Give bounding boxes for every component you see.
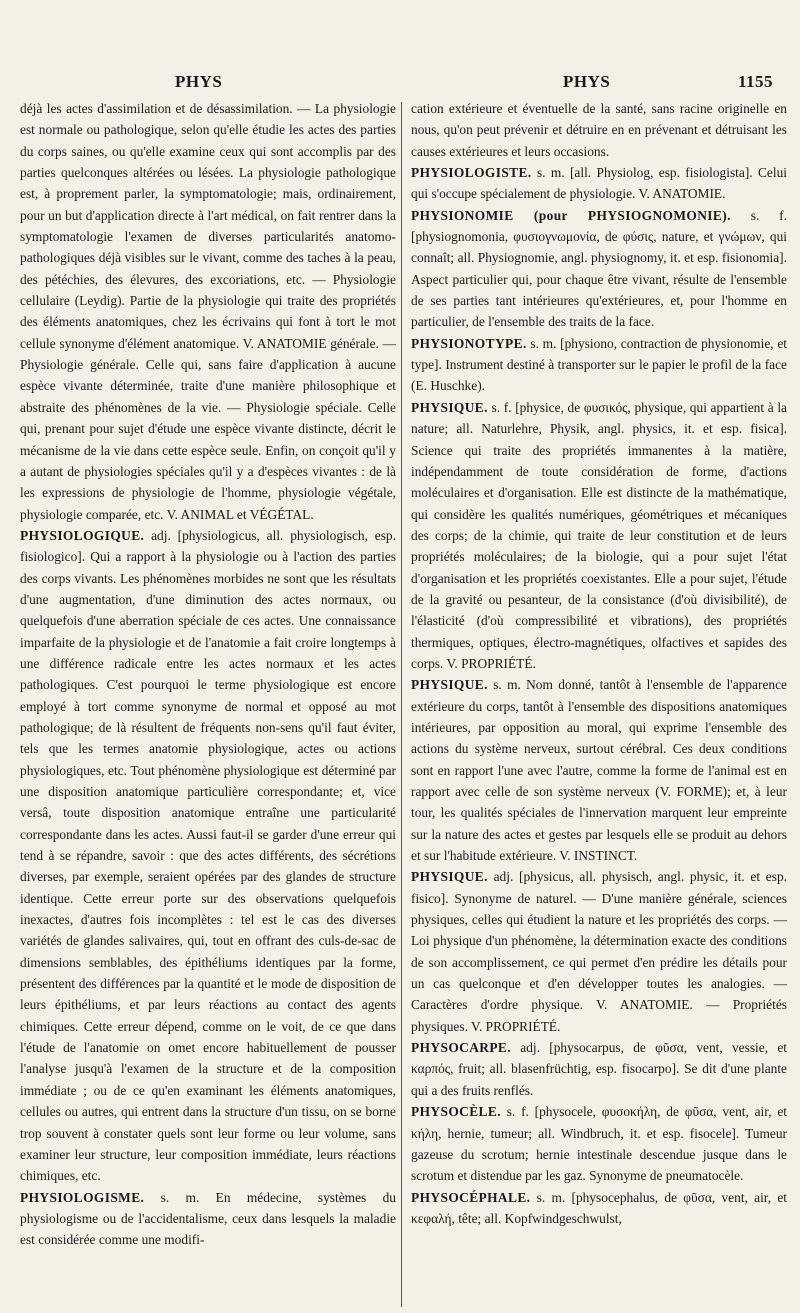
entry-physocephale	[411, 1187, 787, 1230]
entry-physiologique	[20, 525, 396, 1187]
headword: PHYSIOLOGISTE.	[411, 165, 532, 181]
entry-body: s. m. [physiono, contraction de physionomie, et type]. Instrument destiné à transporter sur le papier le profil de la face (E. Huschke).	[411, 335, 787, 394]
headword: PHYSOCÈLE.	[411, 1104, 501, 1120]
page-number: 1155	[738, 72, 774, 91]
headword: PHYSOCÉPHALE.	[411, 1189, 531, 1205]
headword: PHYSOCARPE.	[411, 1040, 511, 1056]
entry-body: adj. [physiologicus, all. physiologisch, esp. fisiologico]. Qui a rapport à la physiologie ou à l'action des parties des corps vivants. Les phénomènes morbides ne sont que les résultats d'une augmentation, d'une diminution des actes normaux, ou quelquefois d'une aberration spéciale de ces actes. Une connaissance imparfaite de la physiologie et de l'anatomie a fait croire longtemps à une différence radicale entre les actes normaux et les actes pathologiques. C'est pourquoi le terme physiologique est encore employé à tort comme synonyme de normal et opposé au mot pathologique; de là résultent de fréquents non-sens qu'il faut éviter, tels que les termes anatomie physiologique, actes ou actions physiologiques, etc. Tout phénomène physiologique est déterminé par une disposition anatomique particulière correspondante; et, vice versâ, toute disposition anatomique entraîne une particularité correspondante dans les actes. Aussi faut-il se garder d'une erreur qui tend à se répandre, savoir : que des actes différents, des sécrétions diverses, par exemple, seraient opérées par des glandes de structure identique. Cette erreur porte sur des observations quelquefois inexactes, d'autres fois incomplètes : tel est le cas des diverses variétés de glandes salivaires, qui, tout en offrant des culs-de-sac de dimensions semblables, des épithéliums identiques par la forme, présentent des différences par la quantité et le mode de disposition de leurs épithéliums, et par leurs réactions au contact des agents chimiques. Cette erreur dépend, comme on le voit, de ce que dans l'étude de l'anatomie on omet encore habituellement de pousser l'analyse jusqu'à l'examen de la structure et de la composition immédiate ; ou de ce qu'en examinant les éléments anatomiques, cellules ou autres, qui entrent dans la structure d'un tissu, on se borne trop souvent à constater quels sont leur forme ou leur volume, sans examiner leur structure, leur composition immédiate, leurs réactions chimiques, etc.	[20, 527, 396, 1184]
entry-body: s. f. [physice, de φυσικός, physique, qui appartient à la nature; all. Naturlehre, Physik, angl. physics, it. et esp. fisica]. Science qui traite des propriétés immanentes à la matière, indépendamment de toute considération de forme, d'actions moléculaires et d'organisation. Elle est distincte de la mathématique, qui considère les qualités numériques, géométriques et mécaniques des corps; de la chimie, qui traite de leur constitution et de leurs propriétés moléculaires; de la biologie, qui a pour sujet l'état d'organisation et les propriétés coexistantes. Elle a pour sujet, l'étude de la gravité ou pesanteur, de la consistance (d'où divisibilité), de l'élasticité (d'où compressibilité et vibrations), des propriétés thermiques, optiques, électro-magnétiques, olfactives et sapides des corps. V. PROPRIÉTÉ.	[411, 399, 787, 671]
entry-physiologisme	[20, 1187, 396, 1251]
running-head-left: PHYS	[175, 72, 223, 91]
entry-physionomie	[411, 205, 787, 333]
right-column	[411, 98, 787, 1308]
headword: PHYSIONOTYPE.	[411, 335, 527, 351]
continued-paragraph: cation extérieure et éventuelle de la santé, sans racine originelle en nous, qu'on peut prévenir et détruire en en prévenant et détruisant les causes extérieures et leurs occasions.	[411, 101, 787, 159]
left-column	[20, 98, 396, 1308]
entry-physique-sm	[411, 674, 787, 866]
entry-body: s. m. Nom donné, tantôt à l'ensemble de l'apparence extérieure du corps, tantôt à l'ensemble des dispositions anatomiques intérieures, par opposition au moral, qui exprime l'ensemble des actions du système nerveux, surtout cérébral. Ces deux conditions sont en rapport l'une avec l'autre, comme la forme de l'animal est en rapport avec celle de son système nerveux (V. FORME); et, à leur tour, les qualités spéciales de l'innervation marquent leur empreinte sur la nature des actes et gestes par lesquels elle se produit au dehors et sur l'habitude extérieure. V. INSTINCT.	[411, 677, 787, 864]
entry-body: s. m. [all. Physiolog, esp. fisiologista]. Celui qui s'occupe spécialement de physiologie. V. ANATOMIE.	[411, 165, 787, 202]
entry-body: s. m. [physocephalus, de φῦσα, vent, air, et κεφαλή, tête; all. Kopfwindgeschwulst,	[411, 1189, 787, 1226]
headword: PHYSIONOMIE (pour PHYSIOGNOMONIE).	[411, 207, 731, 223]
continued-paragraph: déjà les actes d'assimilation et de désassimilation. — La physiologie est normale ou pathologique, selon qu'elle étudie les actes des parties du corps saines, ou qu'elle examine ceux qui sont accomplis par des parties quelconques altérées ou lésées. La physiologie pathologique est, à proprement parler, la symptomatologie; mais, ordinairement, pour un but d'application directe à l'art médical, on fait rentrer dans la symptomatologie l'examen de diverses particularités anatomo-pathologiques déjà visibles sur le vivant, comme des taches à la peau, des pétéchies, des élevures, des excoriations, etc. — Physiologie cellulaire (Leydig). Partie de la physiologie qui traite des propriétés des éléments anatomiques, chez les écrivains qui font à tort le mot cellule synonyme d'élément anatomique. V. ANATOMIE générale. — Physiologie générale. Celle qui, sans faire d'application à aucune espèce vivante déterminée, traite d'une manière philosophique et abstraite des phénomènes de la vie. — Physiologie spéciale. Celle qui, prenant pour sujet d'étude une espèce vivante distincte, décrit le mécanisme de la vie dans cette espèce seule. Enfin, on conçoit qu'il y a autant de physiologies spéciales qu'il y a d'espèces vivantes : de là les expressions de physiologie de l'homme, physiologie végétale, physiologie comparée, etc. V. ANIMAL et VÉGÉTAL.	[20, 101, 396, 522]
entry-body: adj. [physicus, all. physisch, angl. physic, it. et esp. fisico]. Synonyme de naturel. — D'une manière générale, sciences physiques, celles qui étudient la nature et les propriétés des corps. — Loi physique d'un phénomène, la détermination exacte des conditions de son accomplissement, ce qui permet d'en prédire les détails pour un cas quelconque et d'en développer toutes les analogies. — Caractères d'ordre physique. V. ANATOMIE. — Propriétés physiques. V. PROPRIÉTÉ.	[411, 869, 787, 1034]
entry-physocarpe	[411, 1037, 787, 1101]
page-header	[0, 72, 800, 98]
entry-body: s. f. [physiognomonia, φυσιογνωμονία, de φύσις, nature, et γνώμων, qui connaît; all. Physiognomie, angl. physiognomy, it. et esp. fisionomia]. Aspect particulier qui, pour chaque être vivant, résulte de l'ensemble de ses parties tant intérieures qu'extérieures, et, pour l'homme en particulier, de l'ensemble des traits de la face.	[411, 207, 787, 330]
headword: PHYSIQUE.	[411, 869, 488, 885]
headword: PHYSIOLOGIQUE.	[20, 527, 145, 543]
headword: PHYSIQUE.	[411, 677, 488, 693]
entry-physique-sf	[411, 397, 787, 674]
column-divider	[401, 102, 402, 1307]
entry-physionotype	[411, 333, 787, 397]
headword: PHYSIQUE.	[411, 399, 488, 415]
entry-physocele	[411, 1101, 787, 1186]
running-head-right: PHYS	[563, 72, 611, 91]
entry-body: adj. [physocarpus, de φῦσα, vent, vessie, et καρπός, fruit; all. blasenfrüchtig, esp. fisocarpo]. Se dit d'une plante qui a des fruits renflés.	[411, 1040, 787, 1098]
headword: PHYSIOLOGISME.	[20, 1189, 145, 1205]
entry-physiologiste	[411, 162, 787, 205]
entry-body: s. f. [physocele, φυσοκήλη, de φῦσα, vent, air, et κήλη, hernie, tumeur; all. Windbruch, it. et esp. fisocele]. Tumeur gazeuse du scrotum; hernie intestinale descendue jusque dans le scrotum et distendue par les gaz. Synonyme de pneumatocèle.	[411, 1104, 787, 1184]
entry-body: s. m. En médecine, systèmes du physiologisme ou de l'accidentalisme, ceux dans lesquels la maladie est considérée comme une modifi-	[20, 1189, 396, 1248]
entry-physique-adj	[411, 866, 787, 1037]
